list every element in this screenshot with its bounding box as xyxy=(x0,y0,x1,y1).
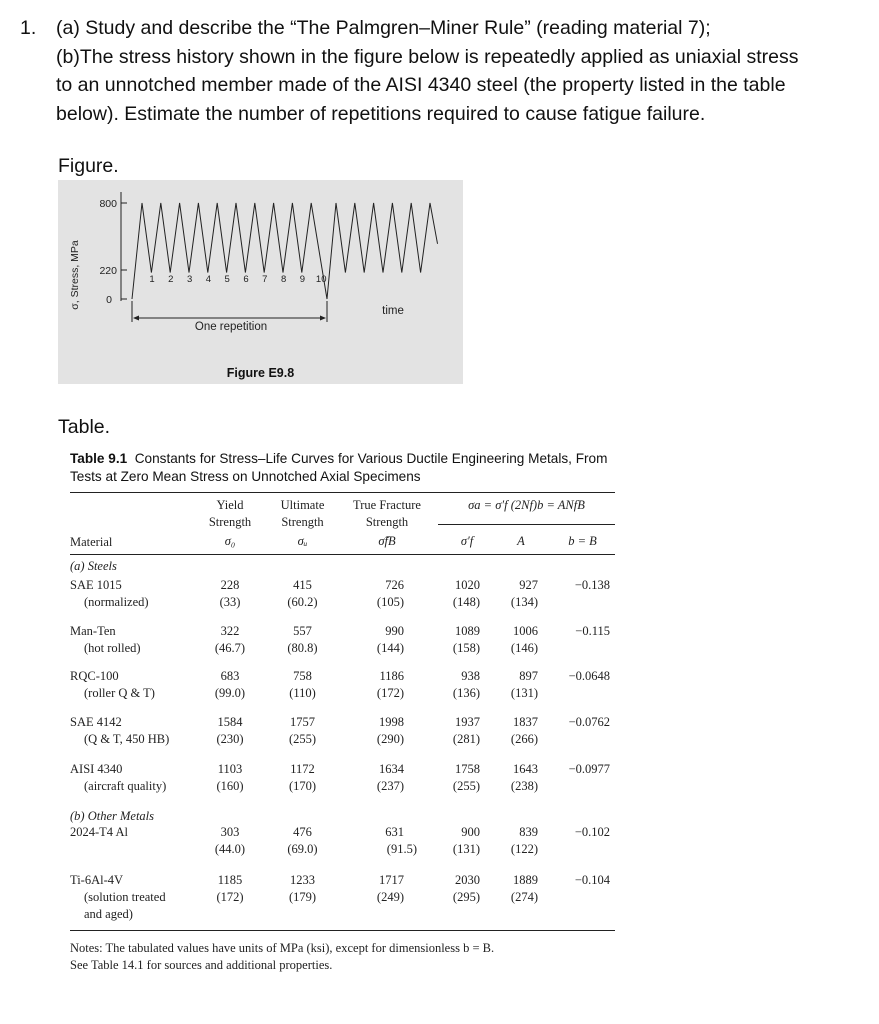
row-al2024-ultimate: 476 xyxy=(293,825,312,839)
row-sae1015-yield: 228 xyxy=(220,578,240,592)
row-aisi4340-yield-ksi: (160) xyxy=(216,779,244,793)
row-sae1015-fracture-ksi: (105) xyxy=(376,595,404,609)
row-sae1015-material: SAE 1015 xyxy=(70,578,122,592)
group-steels: (a) Steels xyxy=(70,559,117,573)
row-ti64-sigma-f: 2030 xyxy=(455,873,480,887)
header-ultimate-1: Ultimate xyxy=(280,498,325,512)
table-notes-line-2: See Table 14.1 for sources and additional properties. xyxy=(70,958,333,972)
row-ti64-material-note-2: and aged) xyxy=(84,907,133,921)
repetition-label: One repetition xyxy=(194,321,268,333)
stress-history-figure xyxy=(58,180,463,384)
row-rqc100-ultimate: 758 xyxy=(293,669,312,683)
cycle-number-10: 10 xyxy=(315,274,327,285)
header-fracture-2: Strength xyxy=(365,515,409,529)
row-rqc100-b: −0.0648 xyxy=(568,669,610,683)
figure-caption: Figure E9.8 xyxy=(226,366,295,380)
cycle-number-4: 4 xyxy=(205,274,212,285)
row-sae1015-ultimate: 415 xyxy=(293,578,312,592)
row-sae1015-yield-ksi: (33) xyxy=(219,595,241,609)
cycle-number-9: 9 xyxy=(299,274,306,285)
row-rqc100-fracture: 1186 xyxy=(379,669,404,683)
row-sae1015-material-note: (normalized) xyxy=(84,595,149,609)
row-aisi4340-ultimate: 1172 xyxy=(290,762,315,776)
time-label: time xyxy=(382,305,404,317)
row-rqc100-sigma-f-ksi: (136) xyxy=(452,686,480,700)
header-material: Material xyxy=(70,535,113,549)
row-rqc100-yield-ksi: (99.0) xyxy=(214,686,246,700)
row-rqc100-material-note: (roller Q & T) xyxy=(84,686,155,700)
row-sae4142-fracture: 1998 xyxy=(379,715,404,729)
header-bottom-rule xyxy=(70,554,615,555)
row-ti64-material-note: (solution treated xyxy=(84,890,166,904)
header-A: A xyxy=(517,534,525,548)
row-al2024-ultimate-ksi: (69.0) xyxy=(287,842,318,856)
header-yield-symbol: σ₀ xyxy=(224,534,236,548)
question-line-3: to an unnotched member made of the AISI 4340 steel (the property listed in the table xyxy=(56,74,786,96)
cycle-number-1: 1 xyxy=(149,274,155,285)
row-al2024-sigma-f: 900 xyxy=(461,825,480,839)
row-aisi4340-yield: 1103 xyxy=(217,762,243,776)
cycle-number-8: 8 xyxy=(280,274,287,285)
row-ti64-yield: 1185 xyxy=(217,873,243,887)
row-manten-fracture: 990 xyxy=(385,624,404,638)
row-manten-A-ksi: (146) xyxy=(510,641,538,655)
header-yield-2: Strength xyxy=(208,515,252,529)
row-aisi4340-ultimate-ksi: (170) xyxy=(288,779,317,793)
row-sae1015-sigma-f-ksi: (148) xyxy=(452,595,480,609)
row-sae1015-b: −0.138 xyxy=(574,578,610,592)
header-fracture-1: True Fracture xyxy=(353,498,421,512)
row-rqc100-A: 897 xyxy=(519,669,538,683)
row-ti64-material: Ti-6Al-4V xyxy=(70,873,124,887)
row-ti64-ultimate-ksi: (179) xyxy=(288,890,317,904)
row-sae4142-yield-ksi: (230) xyxy=(216,732,244,746)
table-label: Table. xyxy=(58,416,111,438)
cycle-numbers xyxy=(149,274,326,285)
table-title-number: Table 9.1 xyxy=(70,451,128,466)
y-axis-label: σ, Stress, MPa xyxy=(69,240,81,310)
row-sae4142-ultimate: 1757 xyxy=(290,715,315,729)
row-sae1015-sigma-f: 1020 xyxy=(455,578,480,592)
question-number: 1. xyxy=(20,17,37,39)
header-fracture-symbol: σ̃fB xyxy=(378,534,396,548)
row-sae1015-A-ksi: (134) xyxy=(510,595,538,609)
cycle-number-6: 6 xyxy=(243,274,249,285)
row-aisi4340-A: 1643 xyxy=(513,762,538,776)
row-manten-ultimate-ksi: (80.8) xyxy=(287,641,318,655)
cycle-number-7: 7 xyxy=(262,274,268,285)
table-bottom-rule xyxy=(70,930,615,931)
row-rqc100-A-ksi: (131) xyxy=(510,686,538,700)
row-manten-material-note: (hot rolled) xyxy=(84,641,141,655)
tick-label-0: 0 xyxy=(106,294,112,306)
table-top-rule xyxy=(70,492,615,493)
question-line-4: below). Estimate the number of repetitions required to cause fatigue failure. xyxy=(56,102,706,125)
row-sae4142-b: −0.0762 xyxy=(568,715,610,729)
row-sae4142-yield: 1584 xyxy=(217,715,243,729)
stress-history-plot xyxy=(58,180,463,384)
row-aisi4340-sigma-f: 1758 xyxy=(455,762,480,776)
row-aisi4340-fracture: 1634 xyxy=(379,762,404,776)
repetition-arrow-left xyxy=(133,316,139,321)
row-sae4142-sigma-f-ksi: (281) xyxy=(452,732,480,746)
row-manten-ultimate: 557 xyxy=(293,624,312,638)
row-al2024-fracture: 631 xyxy=(385,825,404,839)
figure-label: Figure. xyxy=(58,155,119,177)
row-aisi4340-b: −0.0977 xyxy=(568,762,610,776)
row-manten-yield-ksi: (46.7) xyxy=(214,641,246,655)
row-ti64-ultimate: 1233 xyxy=(290,873,315,887)
row-ti64-A: 1889 xyxy=(513,873,538,887)
row-sae4142-sigma-f: 1937 xyxy=(455,715,480,729)
row-al2024-yield-ksi: (44.0) xyxy=(214,842,246,856)
row-rqc100-ultimate-ksi: (110) xyxy=(289,686,316,700)
row-sae1015-fracture: 726 xyxy=(385,578,404,592)
header-ultimate-symbol: σᵤ xyxy=(297,534,308,548)
row-al2024-b: −0.102 xyxy=(574,825,610,839)
row-al2024-A-ksi: (122) xyxy=(510,842,538,856)
row-manten-material: Man-Ten xyxy=(70,624,116,638)
group-other-metals: (b) Other Metals xyxy=(70,809,155,823)
row-al2024-fracture-ksi: (91.5) xyxy=(386,842,417,856)
row-rqc100-yield: 683 xyxy=(220,669,240,683)
cycle-number-5: 5 xyxy=(224,274,230,285)
row-al2024-sigma-f-ksi: (131) xyxy=(452,842,480,856)
row-manten-sigma-f-ksi: (158) xyxy=(452,641,480,655)
row-ti64-A-ksi: (274) xyxy=(510,890,538,904)
row-sae4142-fracture-ksi: (290) xyxy=(376,732,404,746)
row-sae1015-A: 927 xyxy=(519,578,538,592)
row-aisi4340-fracture-ksi: (237) xyxy=(376,779,404,793)
row-sae4142-A-ksi: (266) xyxy=(510,732,538,746)
row-manten-sigma-f: 1089 xyxy=(455,624,480,638)
header-ultimate-2: Strength xyxy=(281,515,324,529)
row-aisi4340-material: AISI 4340 xyxy=(70,762,123,776)
table-title-text: Constants for Stress–Life Curves for Various Ductile Engineering Metals, From Tests at Zero Mean Stress on Unnotched Axial Specimens xyxy=(70,451,608,484)
row-ti64-fracture: 1717 xyxy=(379,873,404,887)
row-manten-A: 1006 xyxy=(513,624,538,638)
cycle-number-2: 2 xyxy=(168,274,174,285)
row-manten-b: −0.115 xyxy=(575,624,610,638)
row-rqc100-sigma-f: 938 xyxy=(461,669,480,683)
header-sigma-f: σ′f xyxy=(460,534,474,548)
row-ti64-b: −0.104 xyxy=(574,873,610,887)
table-notes xyxy=(70,940,630,974)
table-notes-line-1: Notes: The tabulated values have units of MPa (ksi), except for dimensionless b = B. xyxy=(70,941,495,955)
row-ti64-sigma-f-ksi: (295) xyxy=(452,890,480,904)
row-sae4142-material-note: (Q & T, 450 HB) xyxy=(84,732,170,746)
row-aisi4340-A-ksi: (238) xyxy=(510,779,538,793)
row-ti64-yield-ksi: (172) xyxy=(216,890,244,904)
row-ti64-fracture-ksi: (249) xyxy=(376,890,404,904)
header-equation: σa = σ′f (2Nf)b = ANfB xyxy=(468,498,585,512)
row-sae4142-ultimate-ksi: (255) xyxy=(288,732,317,746)
row-manten-yield: 322 xyxy=(220,624,240,638)
row-manten-fracture-ksi: (144) xyxy=(376,641,404,655)
header-equation-rule xyxy=(438,524,615,525)
row-sae1015-ultimate-ksi: (60.2) xyxy=(287,595,318,609)
question-line-2: (b)The stress history shown in the figure below is repeatedly applied as uniaxial stress xyxy=(56,45,799,68)
row-al2024-yield: 303 xyxy=(220,825,240,839)
row-aisi4340-sigma-f-ksi: (255) xyxy=(452,779,480,793)
row-sae4142-A: 1837 xyxy=(513,715,538,729)
row-rqc100-fracture-ksi: (172) xyxy=(376,686,404,700)
repetition-arrow-right xyxy=(320,316,326,321)
cycle-number-3: 3 xyxy=(186,274,193,285)
row-sae4142-material: SAE 4142 xyxy=(70,715,122,729)
header-b: b = B xyxy=(568,534,597,548)
header-yield-1: Yield xyxy=(216,498,244,512)
question-line-1: (a) Study and describe the “The Palmgren–Miner Rule” (reading material 7); xyxy=(56,17,711,39)
tick-label-800: 800 xyxy=(99,198,117,210)
row-al2024-A: 839 xyxy=(519,825,538,839)
row-al2024-material: 2024-T4 Al xyxy=(70,825,128,839)
table-title xyxy=(70,450,630,486)
tick-label-220: 220 xyxy=(99,265,117,277)
row-rqc100-material: RQC-100 xyxy=(70,669,119,683)
row-aisi4340-material-note: (aircraft quality) xyxy=(84,779,167,793)
